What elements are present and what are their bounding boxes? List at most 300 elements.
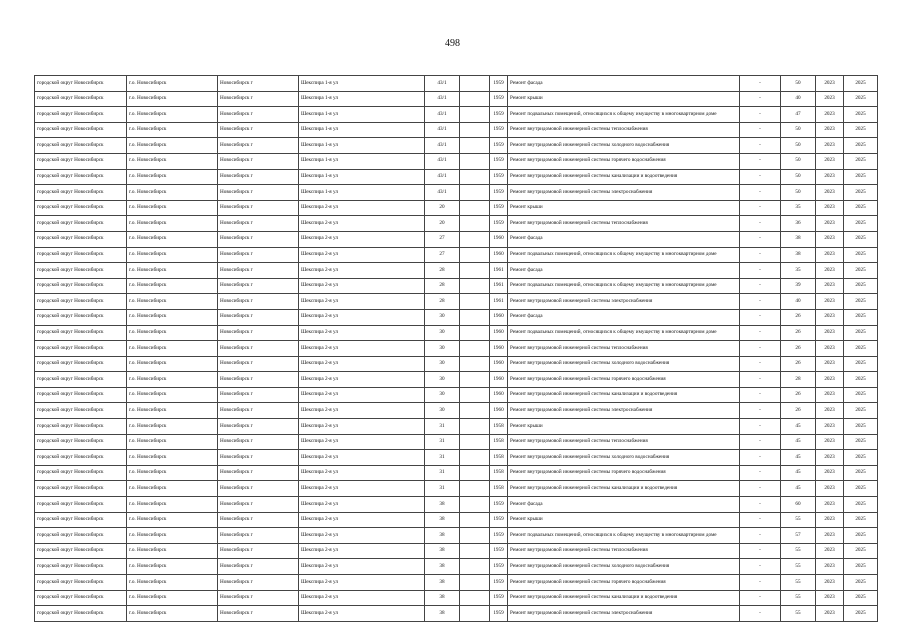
cell-house: 30 xyxy=(425,325,460,341)
cell-work-type: Ремонт подвальных помещений, относящихся к общему имуществу в многоквартирном доме xyxy=(508,247,740,263)
cell-start-year: 2023 xyxy=(816,138,844,154)
cell-municipality: городской округ Новосибирск xyxy=(35,325,127,341)
cell-area: - xyxy=(740,606,781,622)
cell-area: - xyxy=(740,512,781,528)
cell-corpus xyxy=(460,419,490,435)
table-row xyxy=(35,76,878,92)
cell-municipality: городской округ Новосибирск xyxy=(35,497,127,513)
cell-area: - xyxy=(740,356,781,372)
cell-year: 1959 xyxy=(490,543,508,559)
cell-house: 28 xyxy=(425,278,460,294)
cell-end-year: 2025 xyxy=(844,247,878,263)
cell-corpus xyxy=(460,231,490,247)
cell-work-type: Ремонт внутридомовой инженерной системы электроснабжения xyxy=(508,606,740,622)
cell-start-year: 2023 xyxy=(816,200,844,216)
cell-area: - xyxy=(740,185,781,201)
cell-area: - xyxy=(740,91,781,107)
cell-work-type: Ремонт внутридомовой инженерной системы теплоснабжения xyxy=(508,341,740,357)
cell-corpus xyxy=(460,122,490,138)
table-row xyxy=(35,200,878,216)
cell-city: Новосибирск г xyxy=(218,76,299,92)
cell-year: 1960 xyxy=(490,387,508,403)
cell-corpus xyxy=(460,247,490,263)
cell-district: г.о. Новосибирск xyxy=(127,512,218,528)
cell-start-year: 2023 xyxy=(816,543,844,559)
table-row xyxy=(35,434,878,450)
cell-end-year: 2025 xyxy=(844,231,878,247)
cell-work-type: Ремонт внутридомовой инженерной системы горячего водоснабжения xyxy=(508,372,740,388)
cell-area: - xyxy=(740,247,781,263)
cell-house: 38 xyxy=(425,543,460,559)
cell-city: Новосибирск г xyxy=(218,434,299,450)
cell-district: г.о. Новосибирск xyxy=(127,387,218,403)
cell-district: г.о. Новосибирск xyxy=(127,91,218,107)
cell-end-year: 2025 xyxy=(844,356,878,372)
cell-area: - xyxy=(740,528,781,544)
cell-year: 1961 xyxy=(490,263,508,279)
cell-end-year: 2025 xyxy=(844,606,878,622)
table-row xyxy=(35,512,878,528)
cell-municipality: городской округ Новосибирск xyxy=(35,169,127,185)
cell-work-type: Ремонт внутридомовой инженерной системы канализации и водоотведения xyxy=(508,387,740,403)
cell-work-type: Ремонт фасада xyxy=(508,263,740,279)
cell-district: г.о. Новосибирск xyxy=(127,465,218,481)
cell-city: Новосибирск г xyxy=(218,169,299,185)
cell-house: 43/1 xyxy=(425,185,460,201)
cell-corpus xyxy=(460,575,490,591)
cell-year: 1961 xyxy=(490,294,508,310)
cell-end-year: 2025 xyxy=(844,481,878,497)
cell-city: Новосибирск г xyxy=(218,325,299,341)
cell-corpus xyxy=(460,216,490,232)
cell-city: Новосибирск г xyxy=(218,528,299,544)
cell-year: 1960 xyxy=(490,403,508,419)
cell-street: Шекспира 2-я ул xyxy=(299,356,425,372)
cell-work-type: Ремонт фасада xyxy=(508,231,740,247)
cell-cost: 38 xyxy=(781,231,816,247)
cell-year: 1959 xyxy=(490,153,508,169)
cell-end-year: 2025 xyxy=(844,512,878,528)
cell-street: Шекспира 2-я ул xyxy=(299,450,425,466)
cell-house: 38 xyxy=(425,575,460,591)
cell-municipality: городской округ Новосибирск xyxy=(35,434,127,450)
cell-corpus xyxy=(460,606,490,622)
cell-area: - xyxy=(740,216,781,232)
table-row xyxy=(35,107,878,123)
cell-start-year: 2023 xyxy=(816,559,844,575)
page-number: 498 xyxy=(445,38,460,49)
cell-start-year: 2023 xyxy=(816,512,844,528)
cell-city: Новосибирск г xyxy=(218,153,299,169)
cell-city: Новосибирск г xyxy=(218,216,299,232)
cell-corpus xyxy=(460,481,490,497)
cell-corpus xyxy=(460,372,490,388)
cell-work-type: Ремонт внутридомовой инженерной системы холодного водоснабжения xyxy=(508,138,740,154)
cell-cost: 38 xyxy=(781,247,816,263)
cell-year: 1958 xyxy=(490,419,508,435)
cell-district: г.о. Новосибирск xyxy=(127,138,218,154)
cell-municipality: городской округ Новосибирск xyxy=(35,341,127,357)
cell-work-type: Ремонт внутридомовой инженерной системы электроснабжения xyxy=(508,403,740,419)
cell-house: 31 xyxy=(425,465,460,481)
cell-corpus xyxy=(460,543,490,559)
cell-cost: 55 xyxy=(781,512,816,528)
cell-municipality: городской округ Новосибирск xyxy=(35,543,127,559)
cell-year: 1959 xyxy=(490,497,508,513)
table-row xyxy=(35,419,878,435)
cell-district: г.о. Новосибирск xyxy=(127,403,218,419)
table-row xyxy=(35,216,878,232)
cell-end-year: 2025 xyxy=(844,528,878,544)
cell-start-year: 2023 xyxy=(816,107,844,123)
cell-area: - xyxy=(740,278,781,294)
cell-house: 28 xyxy=(425,294,460,310)
cell-municipality: городской округ Новосибирск xyxy=(35,481,127,497)
cell-street: Шекспира 2-я ул xyxy=(299,309,425,325)
cell-corpus xyxy=(460,465,490,481)
cell-corpus xyxy=(460,325,490,341)
cell-year: 1959 xyxy=(490,200,508,216)
cell-work-type: Ремонт подвальных помещений, относящихся к общему имуществу в многоквартирном доме xyxy=(508,278,740,294)
cell-cost: 57 xyxy=(781,528,816,544)
cell-corpus xyxy=(460,590,490,606)
cell-start-year: 2023 xyxy=(816,528,844,544)
cell-cost: 26 xyxy=(781,356,816,372)
cell-house: 20 xyxy=(425,200,460,216)
cell-district: г.о. Новосибирск xyxy=(127,590,218,606)
cell-end-year: 2025 xyxy=(844,169,878,185)
cell-street: Шекспира 2-я ул xyxy=(299,465,425,481)
cell-start-year: 2023 xyxy=(816,434,844,450)
cell-corpus xyxy=(460,403,490,419)
cell-start-year: 2023 xyxy=(816,325,844,341)
cell-cost: 55 xyxy=(781,575,816,591)
cell-street: Шекспира 2-я ул xyxy=(299,528,425,544)
cell-street: Шекспира 2-я ул xyxy=(299,263,425,279)
cell-end-year: 2025 xyxy=(844,387,878,403)
cell-end-year: 2025 xyxy=(844,153,878,169)
cell-street: Шекспира 2-я ул xyxy=(299,434,425,450)
cell-city: Новосибирск г xyxy=(218,231,299,247)
cell-municipality: городской округ Новосибирск xyxy=(35,153,127,169)
cell-area: - xyxy=(740,169,781,185)
cell-street: Шекспира 2-я ул xyxy=(299,325,425,341)
cell-corpus xyxy=(460,497,490,513)
cell-district: г.о. Новосибирск xyxy=(127,294,218,310)
cell-district: г.о. Новосибирск xyxy=(127,356,218,372)
repair-schedule-table xyxy=(34,75,878,622)
cell-city: Новосибирск г xyxy=(218,575,299,591)
cell-municipality: городской округ Новосибирск xyxy=(35,465,127,481)
table-row xyxy=(35,263,878,279)
cell-corpus xyxy=(460,200,490,216)
cell-work-type: Ремонт внутридомовой инженерной системы горячего водоснабжения xyxy=(508,153,740,169)
cell-work-type: Ремонт крыши xyxy=(508,91,740,107)
cell-work-type: Ремонт фасада xyxy=(508,76,740,92)
cell-area: - xyxy=(740,138,781,154)
cell-area: - xyxy=(740,200,781,216)
cell-year: 1959 xyxy=(490,138,508,154)
cell-start-year: 2023 xyxy=(816,91,844,107)
cell-cost: 26 xyxy=(781,325,816,341)
cell-corpus xyxy=(460,185,490,201)
cell-street: Шекспира 2-я ул xyxy=(299,481,425,497)
cell-district: г.о. Новосибирск xyxy=(127,341,218,357)
cell-corpus xyxy=(460,76,490,92)
cell-city: Новосибирск г xyxy=(218,263,299,279)
cell-year: 1960 xyxy=(490,341,508,357)
cell-municipality: городской округ Новосибирск xyxy=(35,294,127,310)
cell-start-year: 2023 xyxy=(816,185,844,201)
cell-municipality: городской округ Новосибирск xyxy=(35,216,127,232)
cell-city: Новосибирск г xyxy=(218,341,299,357)
cell-area: - xyxy=(740,419,781,435)
table-row xyxy=(35,559,878,575)
cell-year: 1960 xyxy=(490,325,508,341)
cell-work-type: Ремонт крыши xyxy=(508,512,740,528)
cell-area: - xyxy=(740,450,781,466)
cell-house: 31 xyxy=(425,419,460,435)
cell-municipality: городской округ Новосибирск xyxy=(35,450,127,466)
cell-cost: 55 xyxy=(781,590,816,606)
cell-municipality: городской округ Новосибирск xyxy=(35,263,127,279)
cell-area: - xyxy=(740,122,781,138)
cell-municipality: городской округ Новосибирск xyxy=(35,528,127,544)
cell-street: Шекспира 2-я ул xyxy=(299,497,425,513)
cell-house: 30 xyxy=(425,309,460,325)
cell-house: 30 xyxy=(425,387,460,403)
cell-year: 1959 xyxy=(490,528,508,544)
cell-end-year: 2025 xyxy=(844,278,878,294)
cell-street: Шекспира 2-я ул xyxy=(299,216,425,232)
cell-district: г.о. Новосибирск xyxy=(127,231,218,247)
cell-start-year: 2023 xyxy=(816,153,844,169)
cell-cost: 35 xyxy=(781,263,816,279)
cell-end-year: 2025 xyxy=(844,575,878,591)
cell-street: Шекспира 2-я ул xyxy=(299,590,425,606)
table-row xyxy=(35,278,878,294)
cell-year: 1959 xyxy=(490,91,508,107)
cell-year: 1959 xyxy=(490,575,508,591)
cell-year: 1960 xyxy=(490,356,508,372)
cell-cost: 50 xyxy=(781,169,816,185)
cell-cost: 50 xyxy=(781,122,816,138)
cell-cost: 50 xyxy=(781,185,816,201)
cell-area: - xyxy=(740,465,781,481)
cell-year: 1959 xyxy=(490,122,508,138)
cell-house: 31 xyxy=(425,481,460,497)
cell-area: - xyxy=(740,590,781,606)
cell-district: г.о. Новосибирск xyxy=(127,278,218,294)
cell-municipality: городской округ Новосибирск xyxy=(35,403,127,419)
table-row xyxy=(35,247,878,263)
cell-work-type: Ремонт внутридомовой инженерной системы электроснабжения xyxy=(508,185,740,201)
cell-area: - xyxy=(740,372,781,388)
cell-district: г.о. Новосибирск xyxy=(127,76,218,92)
table-row xyxy=(35,169,878,185)
cell-street: Шекспира 2-я ул xyxy=(299,512,425,528)
cell-street: Шекспира 2-я ул xyxy=(299,575,425,591)
cell-street: Шекспира 1-я ул xyxy=(299,138,425,154)
cell-municipality: городской округ Новосибирск xyxy=(35,185,127,201)
table-row xyxy=(35,356,878,372)
cell-municipality: городской округ Новосибирск xyxy=(35,575,127,591)
cell-year: 1959 xyxy=(490,169,508,185)
cell-street: Шекспира 1-я ул xyxy=(299,169,425,185)
cell-city: Новосибирск г xyxy=(218,497,299,513)
table-row xyxy=(35,341,878,357)
cell-area: - xyxy=(740,294,781,310)
cell-municipality: городской округ Новосибирск xyxy=(35,606,127,622)
cell-work-type: Ремонт внутридомовой инженерной системы канализации и водоотведения xyxy=(508,169,740,185)
cell-end-year: 2025 xyxy=(844,216,878,232)
cell-house: 28 xyxy=(425,263,460,279)
cell-work-type: Ремонт внутридомовой инженерной системы холодного водоснабжения xyxy=(508,356,740,372)
cell-district: г.о. Новосибирск xyxy=(127,543,218,559)
cell-end-year: 2025 xyxy=(844,590,878,606)
cell-street: Шекспира 1-я ул xyxy=(299,185,425,201)
cell-end-year: 2025 xyxy=(844,185,878,201)
table-row xyxy=(35,309,878,325)
cell-street: Шекспира 1-я ул xyxy=(299,107,425,123)
cell-street: Шекспира 1-я ул xyxy=(299,153,425,169)
cell-city: Новосибирск г xyxy=(218,138,299,154)
cell-house: 38 xyxy=(425,512,460,528)
table-row xyxy=(35,294,878,310)
cell-area: - xyxy=(740,231,781,247)
cell-year: 1960 xyxy=(490,372,508,388)
cell-district: г.о. Новосибирск xyxy=(127,450,218,466)
cell-start-year: 2023 xyxy=(816,497,844,513)
cell-end-year: 2025 xyxy=(844,465,878,481)
table-row xyxy=(35,387,878,403)
table-row xyxy=(35,465,878,481)
cell-house: 43/1 xyxy=(425,122,460,138)
cell-district: г.о. Новосибирск xyxy=(127,185,218,201)
cell-city: Новосибирск г xyxy=(218,543,299,559)
cell-work-type: Ремонт подвальных помещений, относящихся к общему имуществу в многоквартирном доме xyxy=(508,528,740,544)
cell-house: 43/1 xyxy=(425,107,460,123)
cell-city: Новосибирск г xyxy=(218,122,299,138)
cell-cost: 26 xyxy=(781,309,816,325)
cell-area: - xyxy=(740,559,781,575)
cell-area: - xyxy=(740,403,781,419)
table-row xyxy=(35,575,878,591)
cell-house: 38 xyxy=(425,528,460,544)
cell-start-year: 2023 xyxy=(816,419,844,435)
cell-municipality: городской округ Новосибирск xyxy=(35,91,127,107)
cell-area: - xyxy=(740,153,781,169)
cell-cost: 36 xyxy=(781,216,816,232)
cell-start-year: 2023 xyxy=(816,372,844,388)
cell-city: Новосибирск г xyxy=(218,247,299,263)
cell-district: г.о. Новосибирск xyxy=(127,107,218,123)
cell-cost: 60 xyxy=(781,497,816,513)
cell-area: - xyxy=(740,497,781,513)
cell-municipality: городской округ Новосибирск xyxy=(35,138,127,154)
cell-municipality: городской округ Новосибирск xyxy=(35,372,127,388)
cell-house: 38 xyxy=(425,606,460,622)
cell-start-year: 2023 xyxy=(816,450,844,466)
cell-start-year: 2023 xyxy=(816,481,844,497)
cell-house: 38 xyxy=(425,590,460,606)
cell-year: 1960 xyxy=(490,231,508,247)
cell-house: 27 xyxy=(425,231,460,247)
table-row xyxy=(35,543,878,559)
table-row xyxy=(35,450,878,466)
cell-house: 30 xyxy=(425,372,460,388)
cell-area: - xyxy=(740,387,781,403)
cell-street: Шекспира 2-я ул xyxy=(299,387,425,403)
cell-municipality: городской округ Новосибирск xyxy=(35,512,127,528)
cell-cost: 55 xyxy=(781,543,816,559)
cell-work-type: Ремонт фасада xyxy=(508,309,740,325)
cell-cost: 40 xyxy=(781,91,816,107)
cell-cost: 35 xyxy=(781,200,816,216)
cell-cost: 50 xyxy=(781,153,816,169)
cell-corpus xyxy=(460,91,490,107)
cell-work-type: Ремонт подвальных помещений, относящихся к общему имуществу в многоквартирном доме xyxy=(508,107,740,123)
cell-house: 43/1 xyxy=(425,169,460,185)
cell-district: г.о. Новосибирск xyxy=(127,122,218,138)
cell-work-type: Ремонт крыши xyxy=(508,200,740,216)
cell-city: Новосибирск г xyxy=(218,590,299,606)
cell-cost: 26 xyxy=(781,403,816,419)
cell-year: 1960 xyxy=(490,247,508,263)
cell-city: Новосибирск г xyxy=(218,606,299,622)
cell-corpus xyxy=(460,450,490,466)
cell-start-year: 2023 xyxy=(816,606,844,622)
cell-street: Шекспира 2-я ул xyxy=(299,606,425,622)
cell-street: Шекспира 2-я ул xyxy=(299,543,425,559)
table-row xyxy=(35,153,878,169)
cell-municipality: городской округ Новосибирск xyxy=(35,76,127,92)
cell-city: Новосибирск г xyxy=(218,465,299,481)
cell-area: - xyxy=(740,341,781,357)
cell-corpus xyxy=(460,528,490,544)
table-row xyxy=(35,528,878,544)
cell-end-year: 2025 xyxy=(844,559,878,575)
cell-district: г.о. Новосибирск xyxy=(127,372,218,388)
cell-year: 1959 xyxy=(490,512,508,528)
cell-year: 1960 xyxy=(490,309,508,325)
cell-end-year: 2025 xyxy=(844,309,878,325)
cell-work-type: Ремонт внутридомовой инженерной системы канализации и водоотведения xyxy=(508,481,740,497)
cell-cost: 55 xyxy=(781,606,816,622)
cell-city: Новосибирск г xyxy=(218,200,299,216)
cell-cost: 26 xyxy=(781,341,816,357)
cell-cost: 55 xyxy=(781,559,816,575)
cell-cost: 26 xyxy=(781,387,816,403)
cell-start-year: 2023 xyxy=(816,309,844,325)
cell-district: г.о. Новосибирск xyxy=(127,528,218,544)
cell-municipality: городской округ Новосибирск xyxy=(35,107,127,123)
table-row xyxy=(35,185,878,201)
cell-corpus xyxy=(460,341,490,357)
cell-city: Новосибирск г xyxy=(218,387,299,403)
cell-municipality: городской округ Новосибирск xyxy=(35,231,127,247)
cell-district: г.о. Новосибирск xyxy=(127,153,218,169)
cell-year: 1959 xyxy=(490,76,508,92)
cell-work-type: Ремонт подвальных помещений, относящихся к общему имуществу в многоквартирном доме xyxy=(508,325,740,341)
cell-cost: 45 xyxy=(781,481,816,497)
cell-city: Новосибирск г xyxy=(218,278,299,294)
cell-district: г.о. Новосибирск xyxy=(127,169,218,185)
cell-cost: 47 xyxy=(781,107,816,123)
cell-work-type: Ремонт внутридомовой инженерной системы канализации и водоотведения xyxy=(508,590,740,606)
cell-corpus xyxy=(460,356,490,372)
cell-city: Новосибирск г xyxy=(218,372,299,388)
